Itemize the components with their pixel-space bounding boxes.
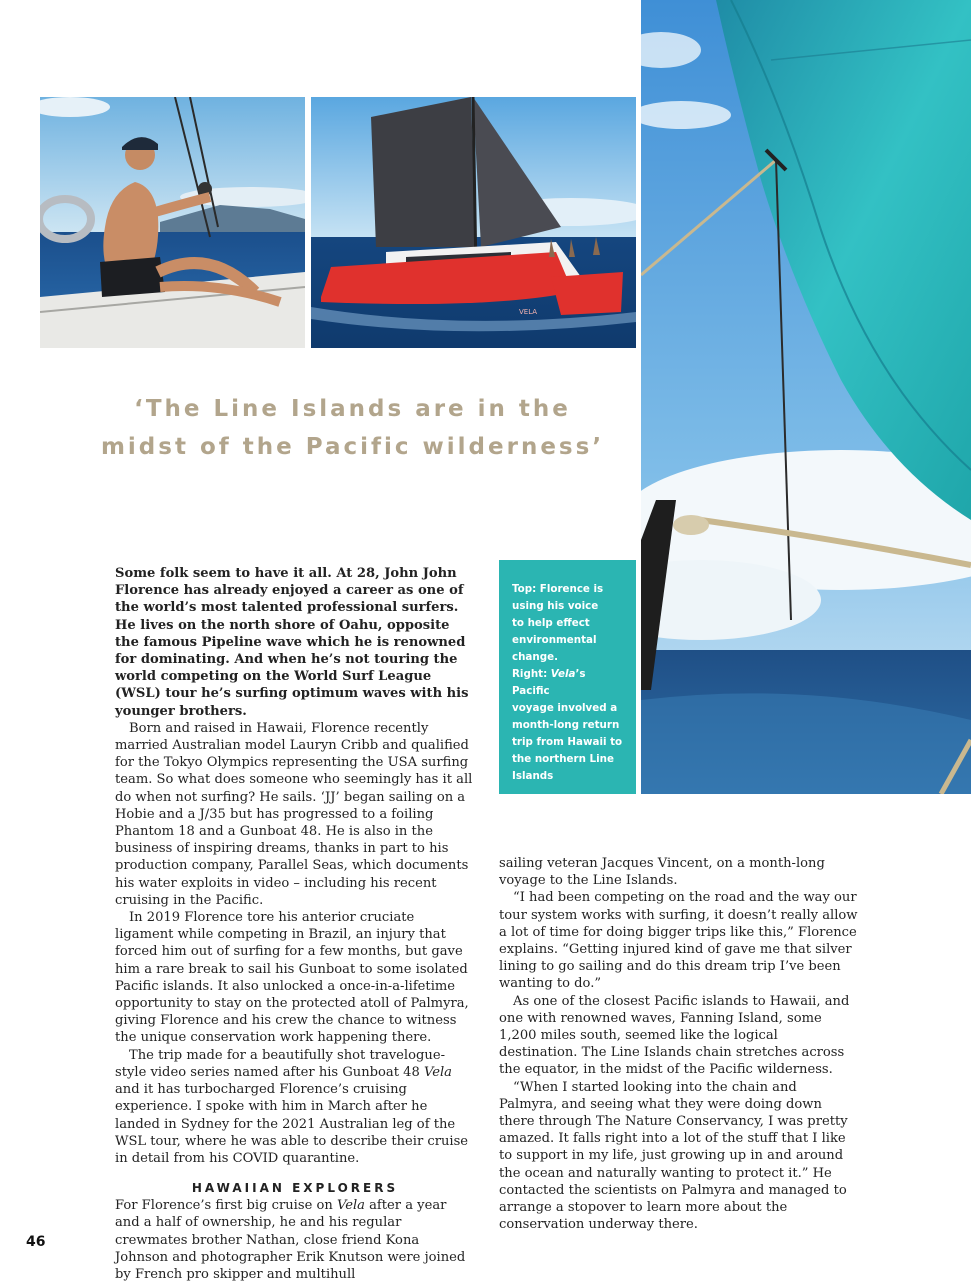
lead-paragraph: Some folk seem to have it all. At 28, John John Florence has already enjoyed a career as one of the world’s most talented professional surfers. He lives on the north shore of Oahu, opposite the famous Pipeline wave which he is renowned for dominating. And when he’s not touring the world competing on the World Surf League (WSL) tour he’s surfing optimum waves with his younger brothers. — [115, 566, 469, 719]
article-left-column — [115, 565, 475, 1283]
photo-spinnaker-sail — [641, 0, 971, 794]
caption-right: Right: Vela’s Pacific voyage involved a month-long return trip from Hawaii to the northern Line Islands — [512, 668, 623, 782]
article-right-column — [499, 855, 859, 1233]
paragraph: Born and raised in Hawaii, Florence recently married Australian model Lauryn Cribb and qualified for the Tokyo Olympics representing the USA surfing team. So what does someone who seemingly has it all do when not surfing? He sails. ‘JJ’ began sailing on a Hobie and a J/35 but has progressed to a foiling Phantom 18 and a Gunboat 48. He is also in the business of inspiring dreams, thanks in part to his production company, Parallel Seas, which documents his water exploits in video – including his recent cruising in the Pacific. — [115, 720, 473, 908]
boat-hull-name: VELA — [519, 308, 538, 316]
paragraph: As one of the closest Pacific islands to Hawaii, and one with renowned waves, Fanning Island, some 1,200 miles south, seemed like the logical destination. The Line Islands chain stretches across the equator, in the midst of the Pacific wilderness. — [499, 993, 850, 1078]
caption-top: Top: Florence is using his voice to help effect environmental change. — [512, 583, 604, 663]
subheading: HAWAIIAN EXPLORERS — [191, 1181, 399, 1196]
photo-florence-on-deck — [40, 97, 305, 348]
paragraph: For Florence’s first big cruise on Vela after a year and a half of ownership, he and his regular crewmates brother Nathan, close friend Kona Johnson and photographer Erik Knutson were joined by French pro skipper and multihull — [115, 1198, 466, 1282]
paragraph: “I had been competing on the road and the way our tour system works with surfing, it doesn’t really allow a lot of time for doing bigger trips like this,” Florence explains. “Getting injured kind of gave me that silver lining to go sailing and do this dream trip I’ve been wanting to do.” — [499, 890, 858, 992]
paragraph: The trip made for a beautifully shot travelogue-style video series named after his Gunboat 48 Vela and it has turbocharged Florence’s cruising experience. I spoke with him in March after he landed in Sydney for the 2021 Australian leg of the WSL tour, where he was able to describe their cruise in detail from his COVID quarantine. — [115, 1047, 469, 1166]
page-number: 46 — [26, 1234, 46, 1250]
pull-quote: ‘The Line Islands are in the midst of the Pacific wilderness’ — [100, 396, 605, 460]
photo-caption — [499, 560, 636, 794]
paragraph: In 2019 Florence tore his anterior cruciate ligament while competing in Brazil, an injury that forced him out of surfing for a few months, but gave him a rare break to sail his Gunboat to some isolated Pacific islands. It also unlocked a once-in-a-lifetime opportunity to stay on the protected atoll of Palmyra, giving Florence and his crew the chance to witness the unique conservation work happening there. — [115, 910, 469, 1046]
photo-vela-catamaran — [311, 97, 636, 348]
paragraph: “When I started looking into the chain and Palmyra, and seeing what they were doing down there through The Nature Conservancy, I was pretty amazed. It falls right into a lot of the stuff that I like to support in my life, just growing up in and around the ocean and naturally wanting to protect it.” He contacted the scientists on Palmyra and managed to arrange a stopover to learn more about the conservation underway there. — [499, 1079, 848, 1233]
paragraph: sailing veteran Jacques Vincent, on a month-long voyage to the Line Islands. — [499, 856, 825, 889]
